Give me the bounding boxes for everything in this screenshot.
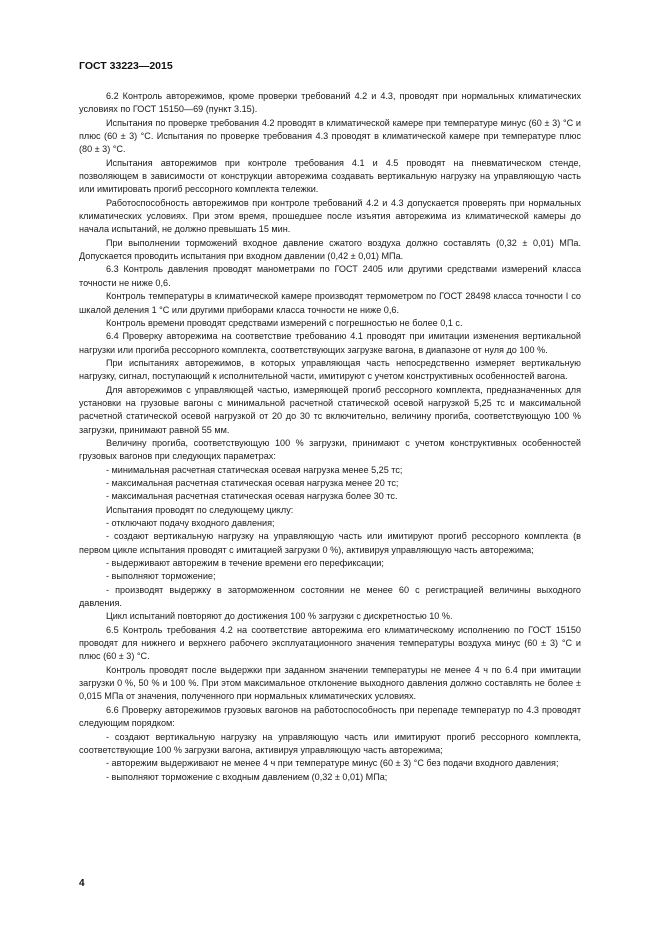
paragraph: 6.3 Контроль давления проводят манометрами по ГОСТ 2405 или другими средствами измерений класса точности не ниже 0,6. xyxy=(79,264,581,288)
paragraph: Для авторежимов с управляющей частью, измеряющей прогиб рессорного комплекта, предназначенных для установки на грузовые вагоны с минимальной расчетной статической осевой нагрузкой 5,25 тс и максимальной расчетной статической осевой нагрузкой от 20 до 30 тс включительно, величину прогиба, соответствующую 100 % загрузки, принимают равной 55 мм. xyxy=(79,384,581,435)
list-item: - минимальная расчетная статическая осевая нагрузка менее 5,25 тс; xyxy=(106,464,403,475)
list-item: - максимальная расчетная статическая осевая нагрузка менее 20 тс; xyxy=(106,477,399,488)
list-item: - производят выдержку в заторможенном состоянии не менее 60 с регистрацией величины выходного давления. xyxy=(79,584,581,609)
paragraph: Контроль времени проводят средствами измерений с погрешностью не более 0,1 с. xyxy=(106,317,463,328)
paragraph: 6.5 Контроль требования 4.2 на соответствие авторежима его климатическому исполнению по ГОСТ 15150 проводят для нижнего и верхнего рабочего эксплуатационного значения температуры воздуха минус (60 ± 3) °C и плюс (60 ± 3) °C. xyxy=(79,624,581,662)
document-body xyxy=(79,90,581,784)
paragraph: Испытания авторежимов при контроле требования 4.1 и 4.5 проводят на пневматическом стенде, позволяющем в зависимости от конструкции авторежима создавать вертикальную нагрузку на управляющую часть или имитировать прогиб рессорного комплекта тележки. xyxy=(79,157,581,195)
page-number: 4 xyxy=(79,878,85,889)
list-item: - выполняют торможение; xyxy=(106,571,216,582)
paragraph: Контроль проводят после выдержки при заданном значении температуры не менее 4 ч по 6.4 при имитации загрузки 0 %, 50 % и 100 %. При этом максимальное отклонение выходного давления должно составлять не более ± 0,015 МПа от значения, полученного при нормальных климатических условиях. xyxy=(79,664,581,702)
document-header: ГОСТ 33223—2015 xyxy=(79,60,173,72)
paragraph: Работоспособность авторежимов при контроле требований 4.2 и 4.3 допускается проверять при нормальных климатических условиях. При этом время, прошедшее после изъятия авторежима из климатической камеры до начала испытаний, не должно превышать 15 мин. xyxy=(79,197,581,235)
paragraph: При выполнении торможений входное давление сжатого воздуха должно составлять (0,32 ± 0,01) МПа. Допускается проводить испытания при входном давлении (0,42 ± 0,01) МПа. xyxy=(79,237,581,262)
paragraph: 6.4 Проверку авторежима на соответствие требованию 4.1 проводят при имитации изменения вертикальной нагрузки или прогиба рессорного комплекта, соответствующих загрузке вагона, в диапазоне от нуля до 100 %. xyxy=(79,331,581,355)
paragraph: Испытания проводят по следующему циклу: xyxy=(106,504,294,515)
list-item: - выполняют торможение с входным давлением (0,32 ± 0,01) МПа; xyxy=(106,771,388,782)
list-item: - создают вертикальную нагрузку на управляющую часть или имитируют прогиб рессорного комплекта, соответствующие 100 % загрузки вагона, активируя управляющую часть авторежима; xyxy=(79,731,581,755)
list-item: - отключают подачу входного давления; xyxy=(106,518,275,528)
paragraph: Испытания по проверке требования 4.2 проводят в климатической камере при температуре минус (60 ± 3) °C и плюс (60 ± 3) °C. Испытания по проверке требования 4.3 проводят в климатической камере при температуре плюс (80 ± 3) °C. xyxy=(79,117,581,155)
list-item: - авторежим выдерживают не менее 4 ч при температуре минус (60 ± 3) °C без подачи входного давления; xyxy=(106,758,559,769)
paragraph: Контроль температуры в климатической камере производят термометром по ГОСТ 28498 класса точности I со шкалой деления 1 °C или другими приборами класса точности не ниже 0,6. xyxy=(79,291,581,315)
paragraph: 6.6 Проверку авторежимов грузовых вагонов на работоспособность при перепаде температур по 4.3 проводят следующим порядком: xyxy=(79,704,581,729)
paragraph: Величину прогиба, соответствующую 100 % загрузки, принимают с учетом конструктивных особенностей грузовых вагонов при следующих параметрах: xyxy=(79,437,581,462)
list-item: - максимальная расчетная статическая осевая нагрузка более 30 тс. xyxy=(106,491,398,502)
list-item: - создают вертикальную нагрузку на управляющую часть или имитируют прогиб рессорного комплекта (в первом цикле испытания проводят с имитацией загрузки 0 %), активируя управляющую часть авторежима; xyxy=(79,531,581,555)
paragraph: При испытаниях авторежимов, в которых управляющая часть непосредственно измеряет вертикальную нагрузку, сигнал, поступающий к исполнительной части, имитируют с учетом конструктивных особенностей вагона. xyxy=(79,357,581,382)
paragraph: Цикл испытаний повторяют до достижения 100 % загрузки с дискретностью 10 %. xyxy=(106,611,453,622)
list-item: - выдерживают авторежим в течение времени его перефиксации; xyxy=(106,558,384,569)
paragraph: 6.2 Контроль авторежимов, кроме проверки требований 4.2 и 4.3, проводят при нормальных климатических условиях по ГОСТ 15150—69 (пункт 3.15). xyxy=(79,91,581,115)
